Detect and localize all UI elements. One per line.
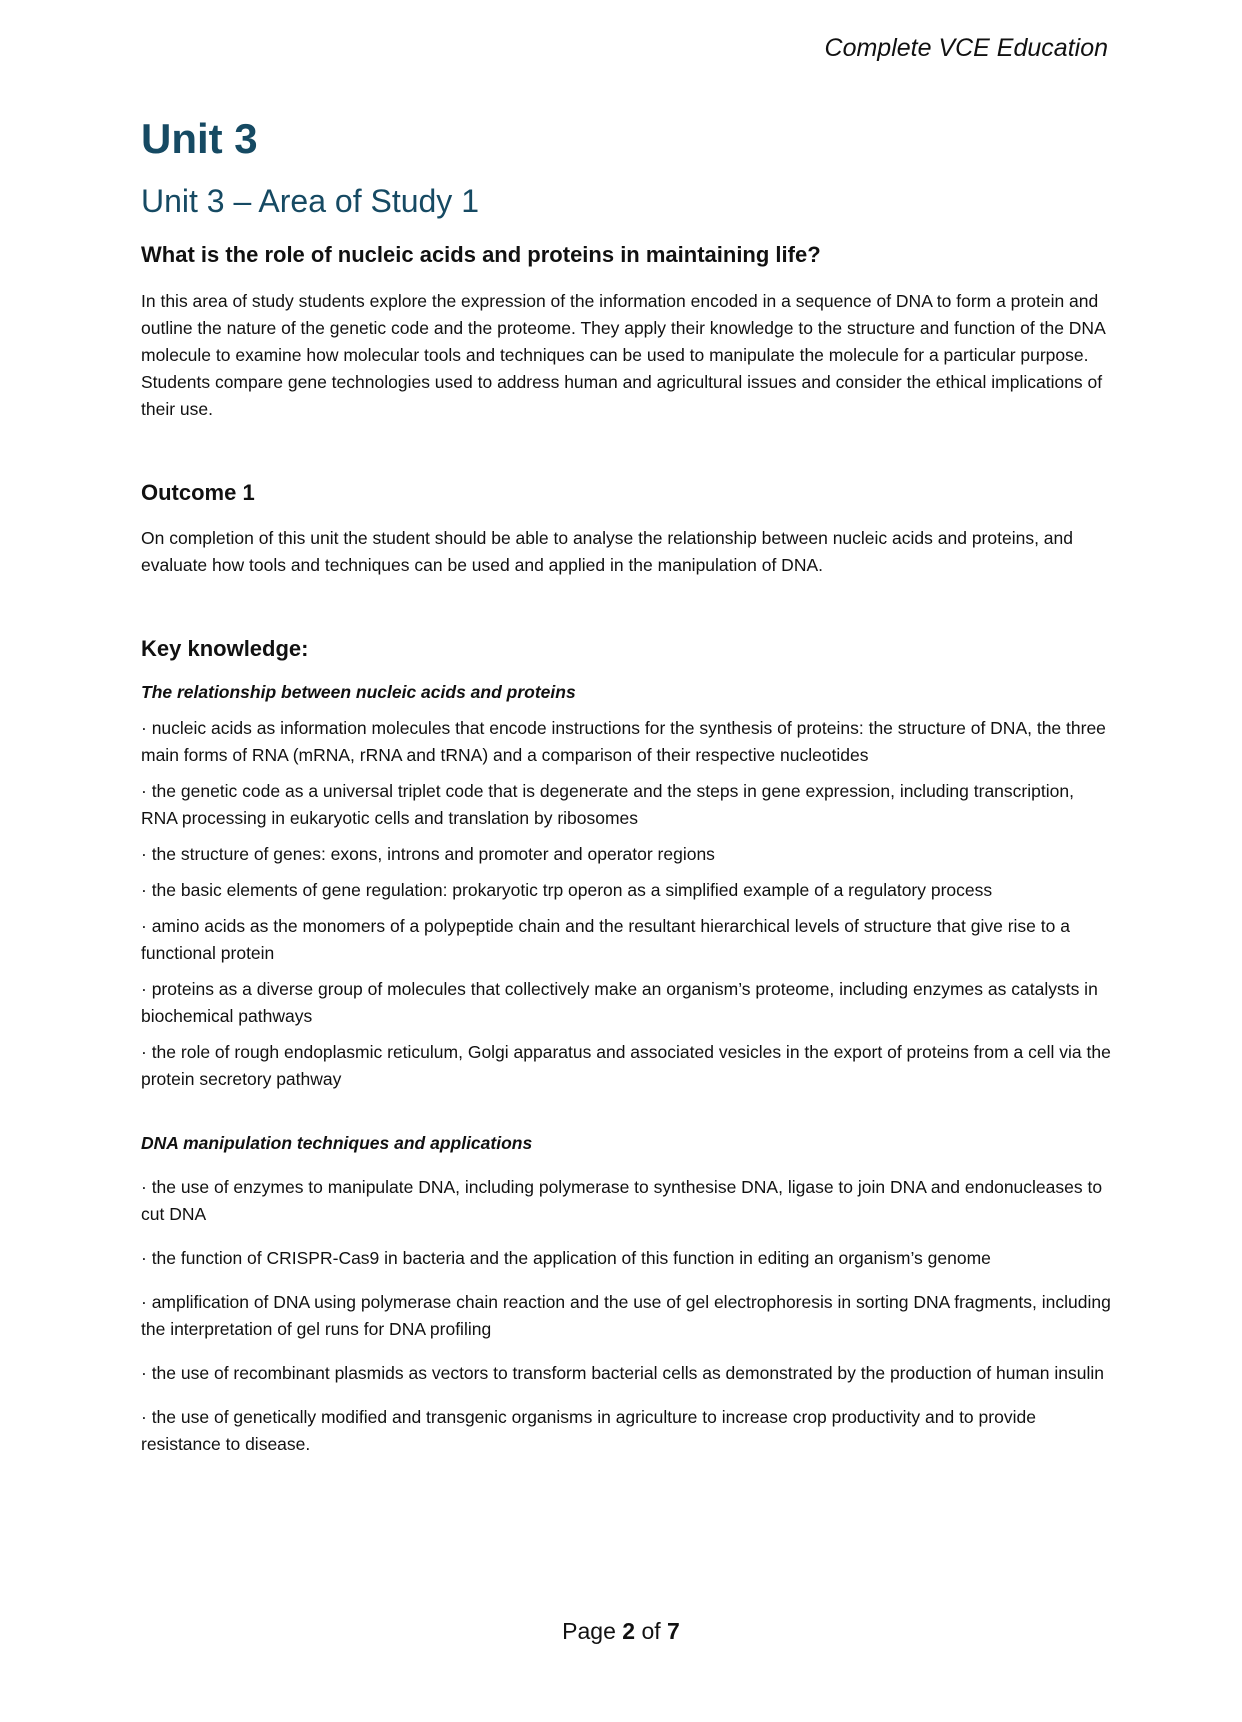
kk-section-1-title: The relationship between nucleic acids and proteins <box>141 682 576 702</box>
list-item: · the function of CRISPR-Cas9 in bacteria and the application of this function in editing an organism’s genome <box>141 1248 991 1268</box>
list-item: · the genetic code as a universal triplet code that is degenerate and the steps in gene expression, including transcription, RNA processing in eukaryotic cells and translation by ribosomes <box>141 781 1074 828</box>
kk-section-2-list <box>141 1174 1111 1458</box>
page-content <box>141 112 1111 1458</box>
list-item: · the use of enzymes to manipulate DNA, including polymerase to synthesise DNA, ligase to join DNA and endonucleases to cut DNA <box>141 1177 1103 1224</box>
page-number <box>0 1618 1242 1645</box>
area-of-study-title: Unit 3 – Area of Study 1 <box>141 183 479 219</box>
list-item: · nucleic acids as information molecules that encode instructions for the synthesis of proteins: the structure of DNA, the three main forms of RNA (mRNA, rRNA and tRNA) and a comparison of their respective nucleotides <box>141 718 1106 765</box>
intro-paragraph: In this area of study students explore the expression of the information encoded in a sequence of DNA to form a protein and outline the nature of the genetic code and the proteome. They apply their knowledge to the structure and function of the DNA molecule to examine how molecular tools and techniques can be used to manipulate the molecule for a particular purpose. Students compare gene technologies used to address human and agricultural issues and consider the ethical implications of their use. <box>141 291 1105 419</box>
list-item: · the role of rough endoplasmic reticulum, Golgi apparatus and associated vesicles in the export of proteins from a cell via the protein secretory pathway <box>141 1042 1111 1089</box>
key-knowledge-heading: Key knowledge: <box>141 636 309 661</box>
guiding-question: What is the role of nucleic acids and proteins in maintaining life? <box>141 242 821 267</box>
header-brand: Complete VCE Education <box>824 34 1108 62</box>
outcome-heading: Outcome 1 <box>141 480 255 505</box>
list-item: · amino acids as the monomers of a polypeptide chain and the resultant hierarchical levels of structure that give rise to a functional protein <box>141 916 1070 963</box>
of-word: of <box>641 1618 661 1644</box>
total-pages-number: 7 <box>667 1618 680 1644</box>
kk-section-2-title: DNA manipulation techniques and applications <box>141 1133 533 1153</box>
unit-title: Unit 3 <box>141 115 258 162</box>
page-word: Page <box>562 1618 616 1644</box>
outcome-paragraph: On completion of this unit the student should be able to analyse the relationship between nucleic acids and proteins, and evaluate how tools and techniques can be used and applied in the manipulation of DNA. <box>141 528 1073 575</box>
list-item: · proteins as a diverse group of molecules that collectively make an organism’s proteome, including enzymes as catalysts in biochemical pathways <box>141 979 1098 1026</box>
list-item: · the use of genetically modified and transgenic organisms in agriculture to increase crop productivity and to provide resistance to disease. <box>141 1407 1036 1454</box>
current-page-number: 2 <box>622 1618 636 1644</box>
list-item: · the structure of genes: exons, introns and promoter and operator regions <box>141 844 715 864</box>
kk-section-1-list <box>141 715 1111 1093</box>
list-item: · amplification of DNA using polymerase chain reaction and the use of gel electrophoresis in sorting DNA fragments, including the interpretation of gel runs for DNA profiling <box>141 1292 1111 1339</box>
list-item: · the use of recombinant plasmids as vectors to transform bacterial cells as demonstrated by the production of human insulin <box>141 1363 1104 1383</box>
list-item: · the basic elements of gene regulation: prokaryotic trp operon as a simplified example of a regulatory process <box>141 880 993 900</box>
